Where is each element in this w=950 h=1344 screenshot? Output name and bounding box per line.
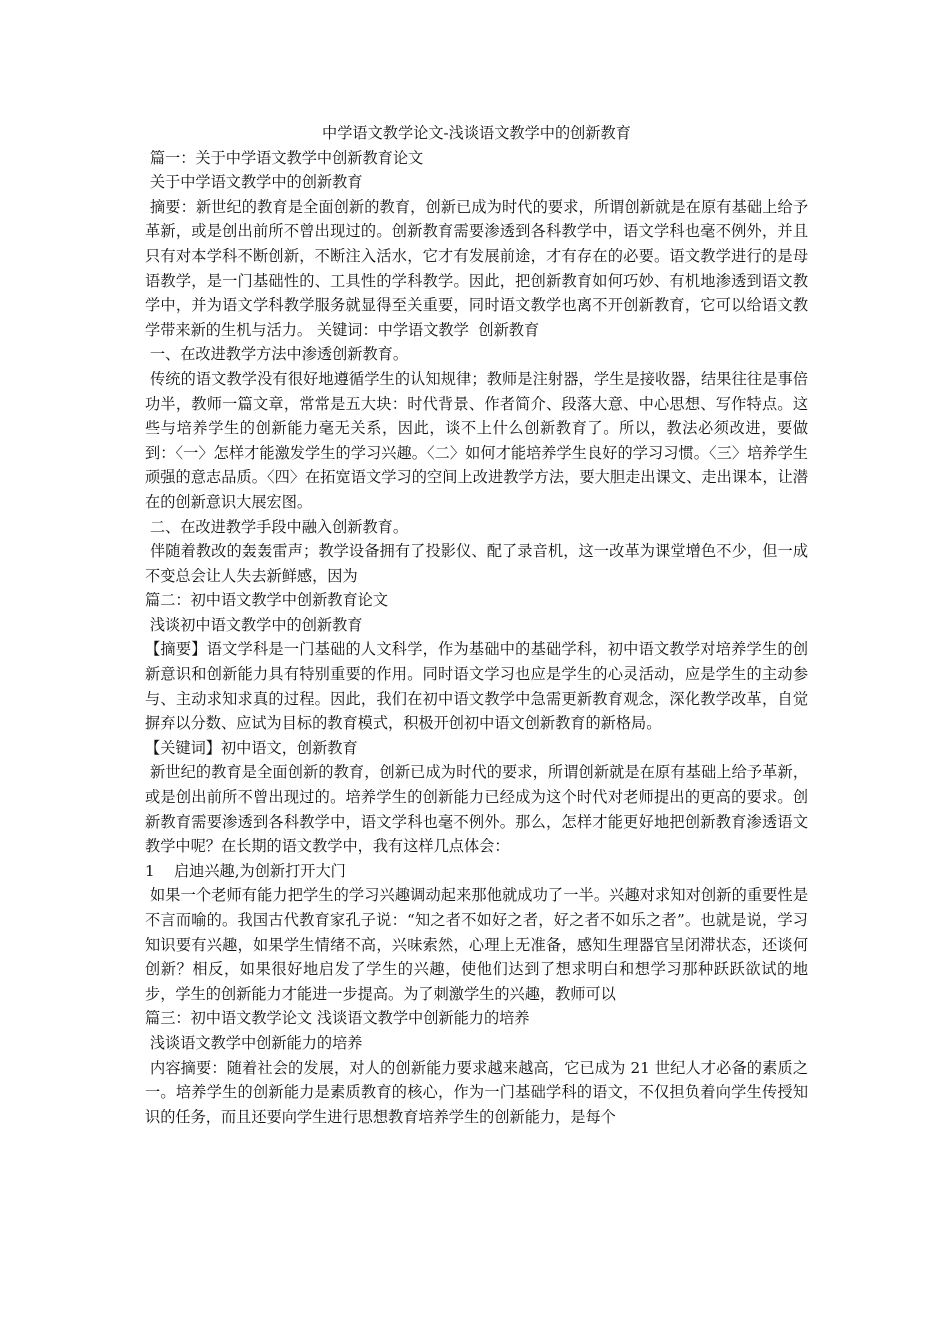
- paragraph-heading-one: 一、在改进教学方法中渗透创新教育。: [145, 345, 409, 364]
- paragraph-section-two-abstract: 【摘要】语文学科是一门基础的人文科学，作为基础中的基础学科，初中语文教学对培养学生的创新意识和创新能力具有特别重要的作用。同时语文学习也应是学生的心灵活动，应是学生的主动参与、主动求知求真的过程。因此，我们在初中语文教学中急需更新教育观念，深化教学改革，自觉摒弃以分数、应试为目标的教育模式，积极开创初中语文创新教育的新格局。: [145, 640, 808, 733]
- document-title: 中学语文教学论文-浅谈语文教学中的创新教育: [322, 124, 631, 142]
- paragraph-section-two-intro: 新世纪的教育是全面创新的教育，创新已成为时代的要求，所谓创新就是在原有基础上给予革新，或是创出前所不曾出现过的。培养学生的创新能力已经成为这个时代对老师提出的更高的要求。创新教育需要渗透到各科教学中，语文学科也毫不例外。那么，怎样才能更好地把创新教育渗透语文教学中呢？在长期的语文教学中，我有这样几点体会：: [145, 763, 809, 856]
- paragraph-section-two-heading: 篇二：初中语文教学中创新教育论文: [145, 591, 388, 610]
- paragraph-means: 伴随着教改的轰轰雷声；教学设备拥有了投影仪、配了录音机，这一改革为课堂增色不少，但一成不变总会让人失去新鲜感，因为: [145, 542, 809, 585]
- paragraph-section-one-title: 关于中学语文教学中的创新教育: [145, 173, 363, 192]
- paragraph-section-one-heading: 篇一：关于中学语文教学中创新教育论文: [145, 148, 424, 167]
- document-body: [145, 121, 808, 1129]
- paragraph-point-one-heading: 1 启迪兴趣,为创新打开大门: [145, 861, 346, 880]
- paragraph-keywords: 【关键词】初中语文，创新教育: [145, 738, 358, 757]
- paragraph-section-three-heading: 篇三：初中语文教学论文 浅谈语文教学中创新能力的培养: [145, 1009, 530, 1028]
- paragraph-heading-two: 二、在改进教学手段中融入创新教育。: [145, 517, 409, 536]
- paragraph-section-three-abstract: 内容摘要：随着社会的发展，对人的创新能力要求越来越高，它已成为 21 世纪人才必备的素质之一。培养学生的创新能力是素质教育的核心，作为一门基础学科的语文，不仅担负着向学生传授知识的任务，而且还要向学生进行思想教育培养学生的创新能力，是每个: [145, 1058, 809, 1126]
- paragraph-section-two-title: 浅谈初中语文教学中的创新教育: [145, 615, 363, 634]
- paragraph-interest: 如果一个老师有能力把学生的学习兴趣调动起来那他就成功了一半。兴趣对求知对创新的重要性是不言而喻的。我国古代教育家孔子说：“知之者不如好之者，好之者不如乐之者”。也就是说，学习知识要有兴趣，如果学生情绪不高，兴味索然，心理上无准备，感知生理器官呈闭滞状态，还谈何创新？相反，如果很好地启发了学生的兴趣，使他们达到了想求明白和想学习那种跃跃欲试的地步，学生的创新能力才能进一步提高。为了刺激学生的兴趣，教师可以: [145, 886, 809, 1003]
- paragraph-section-one-abstract: 摘要：新世纪的教育是全面创新的教育，创新已成为时代的要求，所谓创新就是在原有基础上给予革新，或是创出前所不曾出现过的。创新教育需要渗透到各科教学中，语文学科也毫不例外，并且只有对本学科不断创新，不断注入活水，它才有发展前途，才有存在的必要。语文教学进行的是母语教学，是一门基础性的、工具性的学科教学。因此，把创新教育如何巧妙、有机地渗透到语文教学中，并为语文学科教学服务就显得至关重要，同时语文教学也离不开创新教育，它可以给语文教学带来新的生机与活力。 关键词：中学语文教学 创新教育: [145, 197, 809, 339]
- paragraph-section-three-title: 浅谈语文教学中创新能力的培养: [145, 1033, 363, 1052]
- paragraph-methods: 传统的语文教学没有很好地遵循学生的认知规律；教师是注射器，学生是接收器，结果往往是事倍功半，教师一篇文章，常常是五大块：时代背景、作者简介、段落大意、中心思想、写作特点。这些与培养学生的创新能力毫无关系，因此，谈不上什么创新教育了。所以，教法必须改进，要做到：〈一〉怎样才能激发学生的学习兴趣。〈二〉如何才能培养学生良好的学习习惯。〈三〉培养学生顽强的意志品质。〈四〉在拓宽语文学习的空间上改进教学方法，要大胆走出课文、走出课本，让潜在的创新意识大展宏图。: [145, 369, 809, 511]
